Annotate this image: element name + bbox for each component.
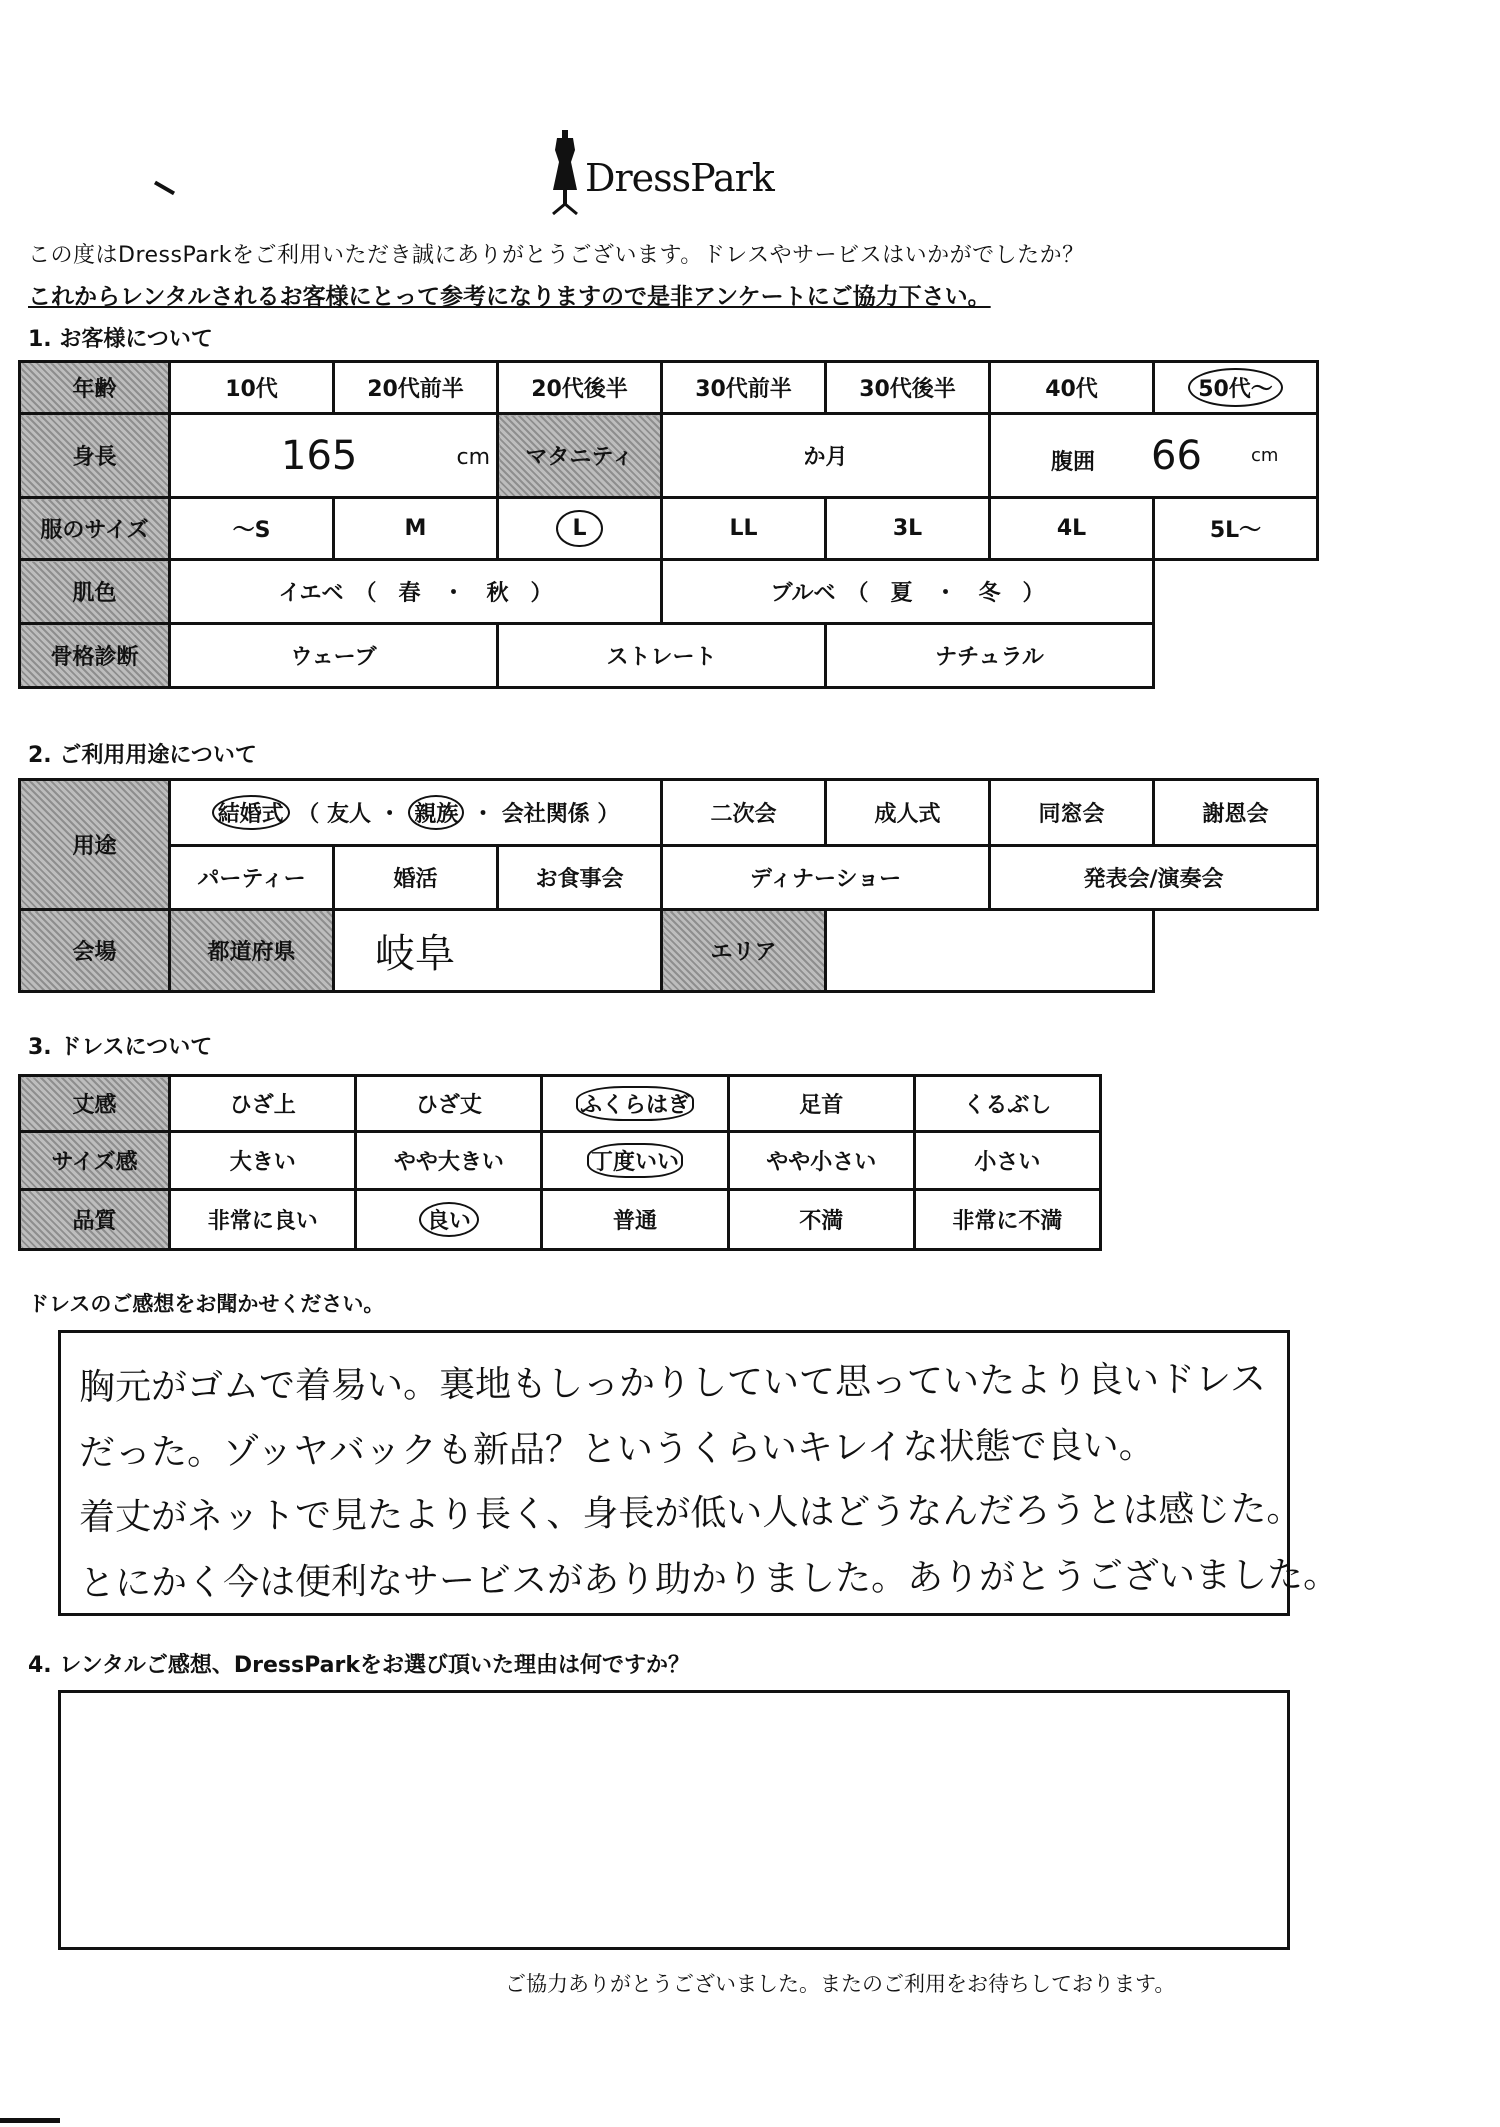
age-label: 年齢 bbox=[20, 362, 170, 414]
length-option[interactable]: ひざ丈 bbox=[356, 1076, 542, 1132]
dress-table bbox=[18, 1074, 1102, 1251]
length-selected-circle: ふくらはぎ bbox=[576, 1086, 694, 1121]
comment-line: だった。ゾッヤバックも新品？というくらいキレイな状態で良い。 bbox=[78, 1425, 1155, 1474]
age-option[interactable]: 20代後半 bbox=[498, 362, 662, 414]
prefecture-field[interactable] bbox=[334, 910, 662, 992]
area-label: エリア bbox=[662, 910, 826, 992]
waist-label: 腹囲 bbox=[1051, 450, 1096, 475]
bottom-scan-mark bbox=[0, 2118, 60, 2123]
height-field[interactable] bbox=[170, 414, 498, 498]
purpose-option[interactable]: ディナーショー bbox=[662, 846, 990, 910]
footer-thanks: ご協力ありがとうございました。またのご利用をお待ちしております。 bbox=[505, 1972, 1176, 1996]
area-field[interactable] bbox=[826, 910, 1154, 992]
skin-yellow-option[interactable]: イエベ （ 春 ・ 秋 ） bbox=[170, 560, 662, 624]
section-4-title: 4. レンタルご感想、DressParkをお選び頂いた理由は何ですか？ bbox=[28, 1653, 690, 1678]
purpose-option[interactable]: 同窓会 bbox=[990, 780, 1154, 846]
fit-option[interactable]: 大きい bbox=[170, 1132, 356, 1190]
prefecture-value: 岐阜 bbox=[375, 931, 455, 977]
purpose-label: 用途 bbox=[20, 780, 170, 910]
fit-option[interactable]: やや小さい bbox=[728, 1132, 914, 1190]
maternity-months-field[interactable] bbox=[662, 414, 990, 498]
body-type-option[interactable]: ナチュラル bbox=[826, 624, 1154, 688]
fit-option-selected[interactable] bbox=[542, 1132, 728, 1190]
stray-mark bbox=[147, 181, 175, 208]
purpose-option[interactable]: パーティー bbox=[170, 846, 334, 910]
size-selected-circle: L bbox=[556, 510, 602, 547]
wedding-selected-circle: 結婚式 bbox=[212, 795, 290, 830]
body-type-option[interactable]: ストレート bbox=[498, 624, 826, 688]
purpose-option[interactable]: お食事会 bbox=[498, 846, 662, 910]
section-2-title: 2. ご利用用途について bbox=[28, 743, 257, 768]
age-selected-circle: 50代～ bbox=[1188, 368, 1283, 407]
height-value: 165 bbox=[281, 433, 358, 479]
venue-label: 会場 bbox=[20, 910, 170, 992]
comment-prompt: ドレスのご感想をお聞かせください。 bbox=[28, 1292, 385, 1316]
fit-label: サイズ感 bbox=[20, 1132, 170, 1190]
reason-answer-box[interactable] bbox=[58, 1690, 1290, 1950]
quality-option[interactable]: 普通 bbox=[542, 1190, 728, 1250]
months-unit: か月 bbox=[803, 445, 848, 470]
purpose-option[interactable]: 婚活 bbox=[334, 846, 498, 910]
brand-name: DressPark bbox=[585, 156, 774, 200]
waist-value: 66 bbox=[1151, 433, 1202, 479]
length-option[interactable]: くるぶし bbox=[914, 1076, 1100, 1132]
size-label: 服のサイズ bbox=[20, 498, 170, 560]
body-type-option[interactable]: ウェーブ bbox=[170, 624, 498, 688]
quality-option[interactable]: 非常に不満 bbox=[914, 1190, 1100, 1250]
dress-form-icon bbox=[545, 128, 585, 218]
wedding-guest-option: 会社関係 bbox=[501, 802, 590, 827]
quality-option[interactable]: 非常に良い bbox=[170, 1190, 356, 1250]
quality-option-selected[interactable] bbox=[356, 1190, 542, 1250]
wedding-guest-selected-circle: 親族 bbox=[408, 795, 464, 830]
skin-label: 肌色 bbox=[20, 560, 170, 624]
height-label: 身長 bbox=[20, 414, 170, 498]
age-option-selected[interactable] bbox=[1154, 362, 1318, 414]
comment-line: 胸元がゴムで着易い。裏地もしっかりしていて思っていたより良いドレス bbox=[78, 1358, 1267, 1409]
size-option[interactable]: 3L bbox=[826, 498, 990, 560]
section-3-title: 3. ドレスについて bbox=[28, 1035, 213, 1060]
quality-label: 品質 bbox=[20, 1190, 170, 1250]
fit-option[interactable]: 小さい bbox=[914, 1132, 1100, 1190]
age-option[interactable]: 30代前半 bbox=[662, 362, 826, 414]
wedding-option[interactable]: 結婚式 （ 友人 ・ 親族 ・ 会社関係 ） bbox=[170, 780, 662, 846]
length-option[interactable]: ひざ上 bbox=[170, 1076, 356, 1132]
waist-unit: cm bbox=[1251, 445, 1279, 466]
purpose-option[interactable]: 発表会/演奏会 bbox=[990, 846, 1318, 910]
age-option[interactable]: 40代 bbox=[990, 362, 1154, 414]
quality-option[interactable]: 不満 bbox=[728, 1190, 914, 1250]
purpose-table bbox=[18, 778, 1319, 993]
size-option-selected[interactable] bbox=[498, 498, 662, 560]
age-option[interactable]: 10代 bbox=[170, 362, 334, 414]
dresspark-logo bbox=[545, 128, 805, 218]
body-type-label: 骨格診断 bbox=[20, 624, 170, 688]
fit-selected-circle: 丁度いい bbox=[587, 1143, 683, 1178]
intro-line-2: これからレンタルされるお客様にとって参考になりますので是非アンケートにご協力下さい。 bbox=[28, 284, 991, 310]
prefecture-label: 都道府県 bbox=[170, 910, 334, 992]
purpose-option[interactable]: 謝恩会 bbox=[1154, 780, 1318, 846]
customer-table bbox=[18, 360, 1319, 689]
size-option[interactable]: LL bbox=[662, 498, 826, 560]
size-option[interactable]: 4L bbox=[990, 498, 1154, 560]
maternity-label: マタニティ bbox=[498, 414, 662, 498]
size-option[interactable]: 5L～ bbox=[1154, 498, 1318, 560]
age-option[interactable]: 20代前半 bbox=[334, 362, 498, 414]
length-option-selected[interactable] bbox=[542, 1076, 728, 1132]
length-label: 丈感 bbox=[20, 1076, 170, 1132]
quality-selected-circle: 良い bbox=[419, 1202, 479, 1237]
comment-line: 着丈がネットで見たより長く、身長が低い人はどうなんだろうとは感じた。 bbox=[78, 1488, 1303, 1539]
wedding-guest-option: 友人 bbox=[326, 802, 371, 827]
comment-line: とにかく今は便利なサービスがあり助かりました。ありがとうございました。 bbox=[78, 1554, 1340, 1605]
purpose-option[interactable]: 成人式 bbox=[826, 780, 990, 846]
size-option[interactable]: ～S bbox=[170, 498, 334, 560]
length-option[interactable]: 足首 bbox=[728, 1076, 914, 1132]
skin-blue-option[interactable]: ブルベ （ 夏 ・ 冬 ） bbox=[662, 560, 1154, 624]
waist-field[interactable] bbox=[990, 414, 1318, 498]
height-unit: cm bbox=[456, 445, 490, 470]
intro-line-1: この度はDressParkをご利用いただき誠にありがとうございます。ドレスやサービスはいかがでしたか？ bbox=[28, 243, 1085, 268]
purpose-option[interactable]: 二次会 bbox=[662, 780, 826, 846]
age-option[interactable]: 30代後半 bbox=[826, 362, 990, 414]
dress-comment-box[interactable] bbox=[58, 1330, 1340, 1616]
size-option[interactable]: M bbox=[334, 498, 498, 560]
fit-option[interactable]: やや大きい bbox=[356, 1132, 542, 1190]
section-1-title: 1. お客様について bbox=[28, 327, 213, 352]
